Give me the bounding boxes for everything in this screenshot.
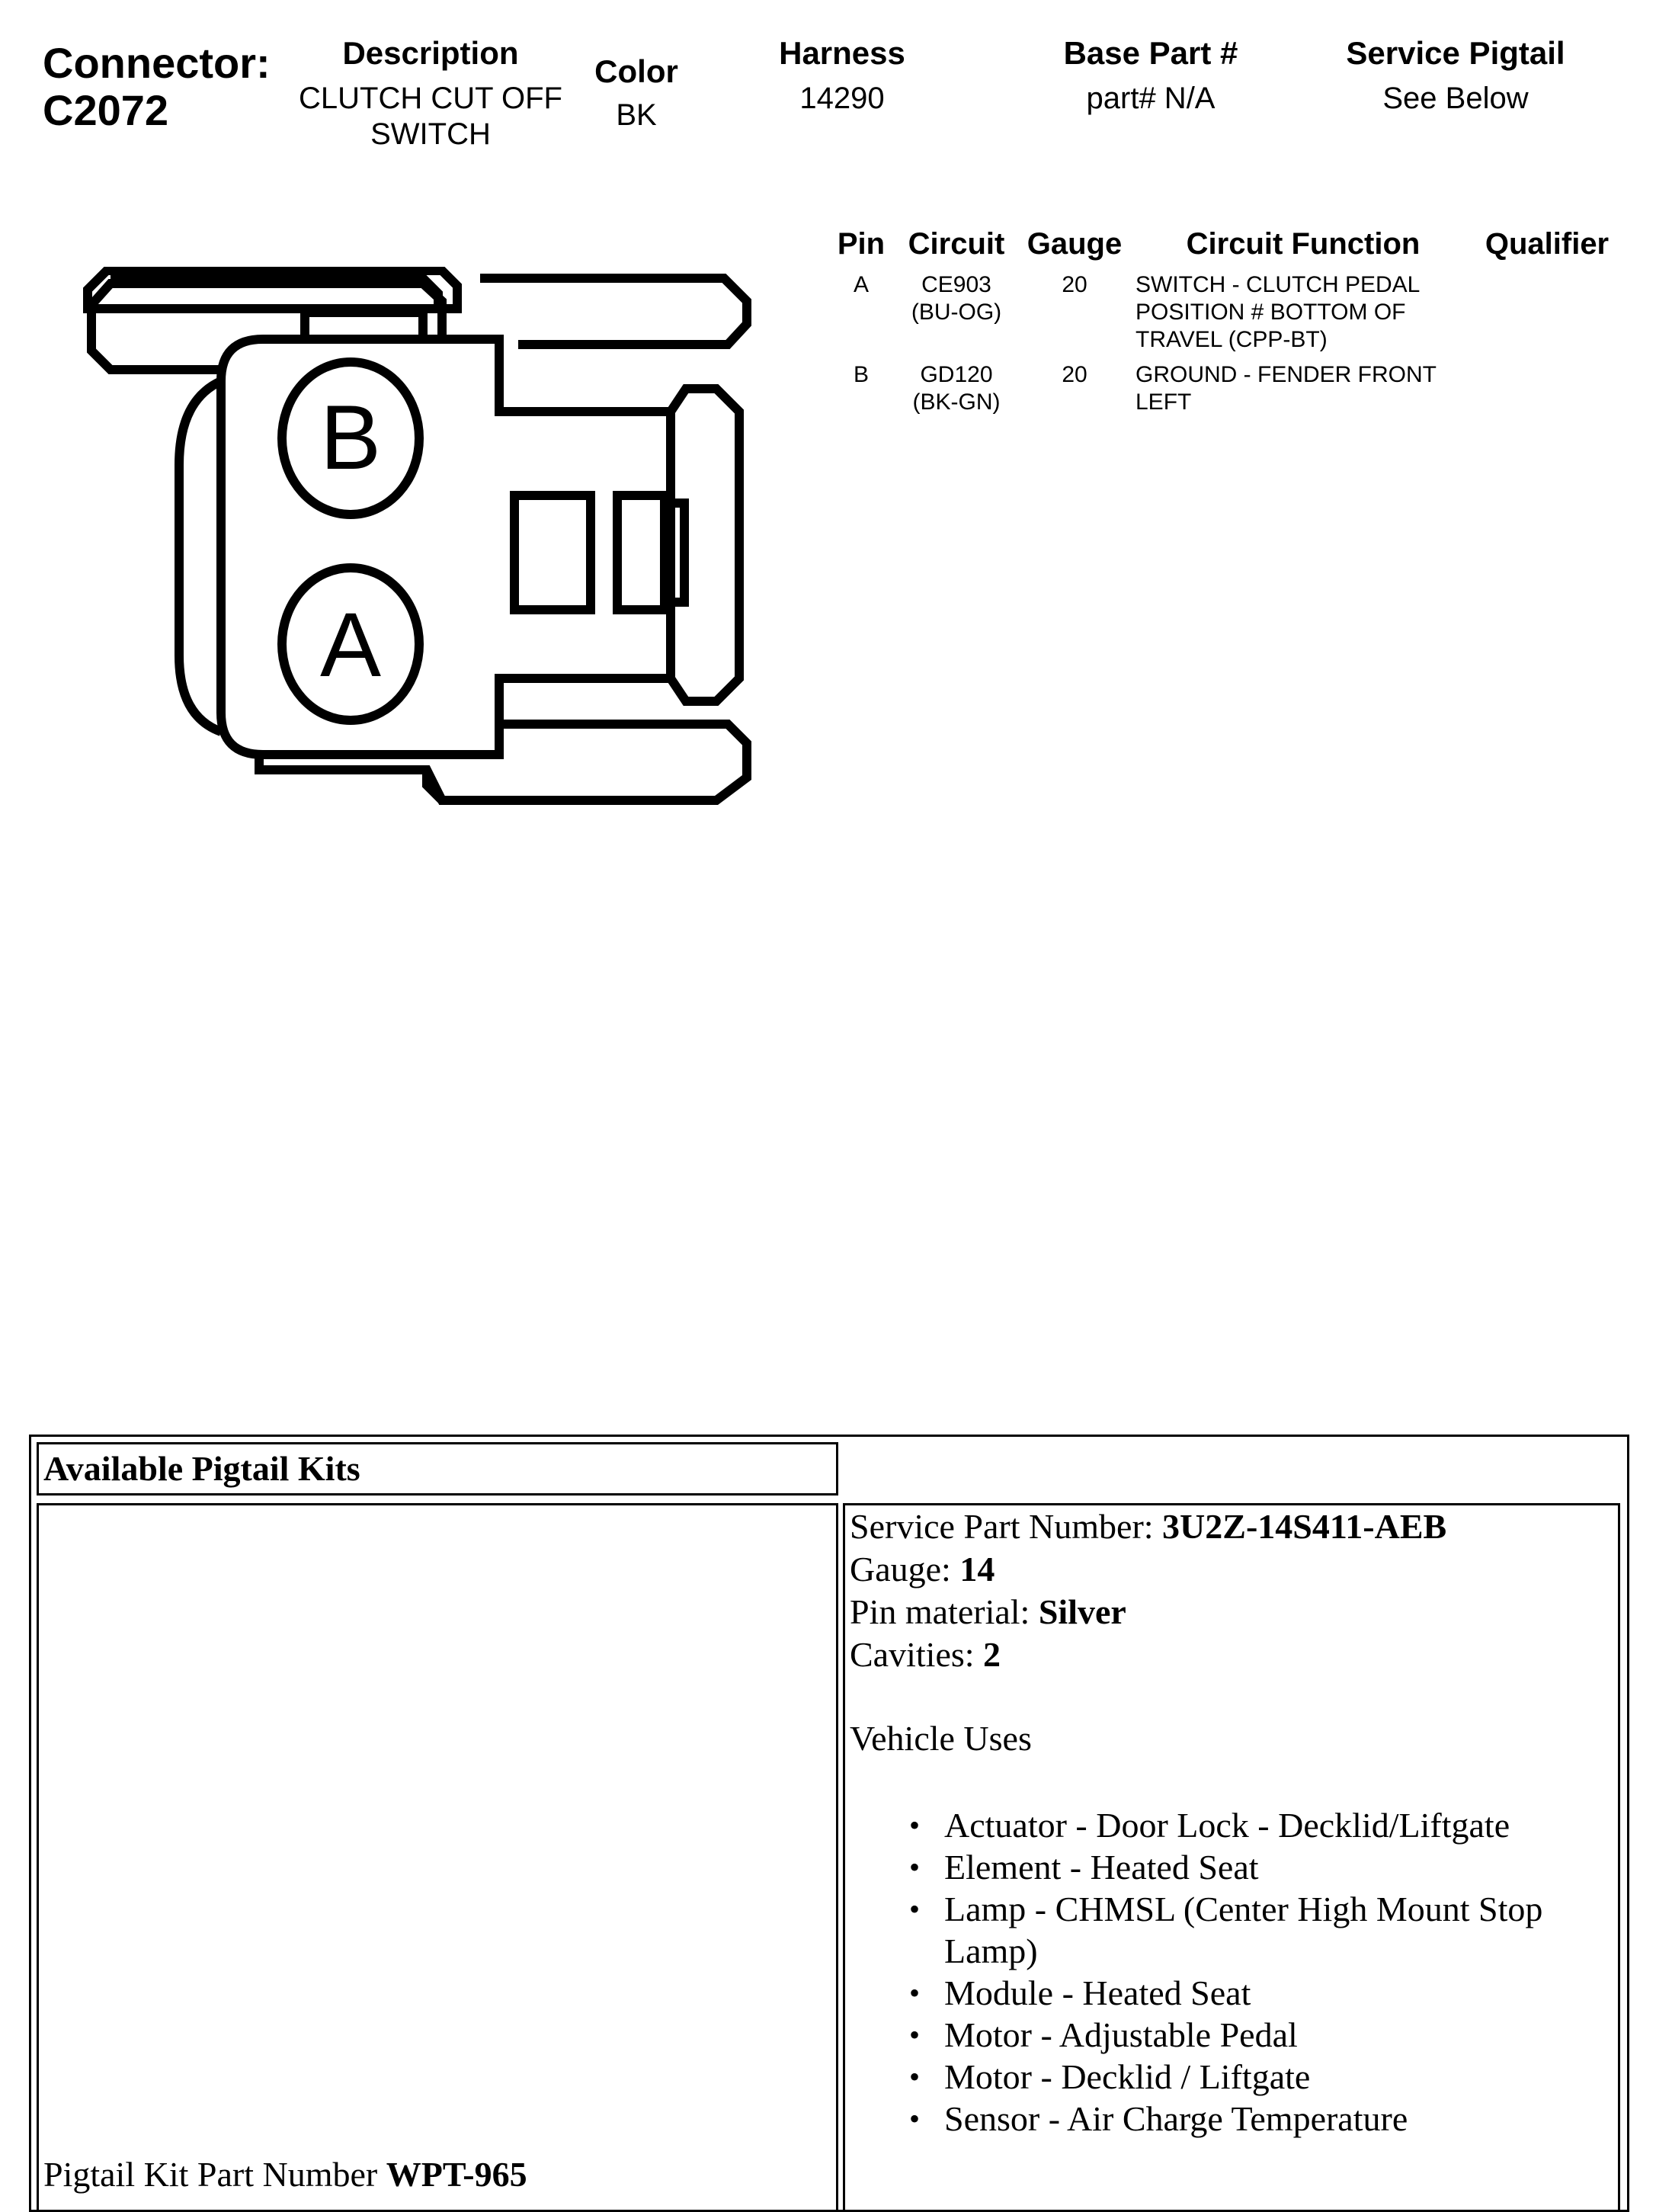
pigtail-title: Available Pigtail Kits bbox=[43, 1449, 360, 1488]
row-circuit-color: (BU-OG) bbox=[911, 300, 1002, 325]
description-value-1: CLUTCH CUT OFF bbox=[299, 82, 562, 115]
base-part-label: Base Part # bbox=[1063, 35, 1238, 71]
connector-title bbox=[43, 40, 271, 134]
header-harness bbox=[754, 35, 930, 117]
harness-value: 14290 bbox=[799, 82, 885, 115]
row-circuit bbox=[895, 361, 1017, 416]
list-item: • Lamp - CHMSL (Center High Mount Stop Lamp) bbox=[850, 1888, 1597, 1972]
pin-material-value: Silver bbox=[1038, 1592, 1126, 1631]
row-gauge: 20 bbox=[1062, 362, 1087, 387]
pin-a-label: A bbox=[319, 594, 382, 696]
pigtail-info-cell bbox=[843, 1503, 1620, 2212]
pin-material-label: Pin material: bbox=[850, 1592, 1039, 1631]
connector-id: C2072 bbox=[43, 86, 169, 134]
row-function-line: GROUND - FENDER FRONT bbox=[1135, 362, 1437, 387]
cavities-line bbox=[850, 1633, 1612, 1676]
base-part-value: part# N/A bbox=[1086, 82, 1216, 115]
service-part-value: 3U2Z-14S411-AEB bbox=[1162, 1507, 1447, 1546]
top-right-latch bbox=[480, 278, 747, 345]
row-circuit bbox=[895, 271, 1017, 326]
header-service-pigtail bbox=[1326, 35, 1585, 117]
pin-col-header: Pin bbox=[837, 227, 886, 261]
row-circuit-id: CE903 bbox=[921, 272, 991, 297]
connector-face-diagram bbox=[76, 267, 770, 838]
row-function-line: TRAVEL (CPP-BT) bbox=[1135, 327, 1328, 352]
cavities-value: 2 bbox=[983, 1635, 1001, 1674]
list-item: • Actuator - Door Lock - Decklid/Liftgate bbox=[850, 1804, 1597, 1846]
window-right bbox=[617, 495, 665, 610]
qualifier-col-header: Qualifier bbox=[1485, 227, 1610, 261]
service-part-line bbox=[850, 1505, 1612, 1548]
list-item: • Motor - Adjustable Pedal bbox=[850, 2014, 1597, 2056]
gauge-label: Gauge: bbox=[850, 1550, 960, 1588]
gauge-value: 14 bbox=[959, 1550, 995, 1588]
window-left bbox=[514, 495, 591, 610]
gauge-col-header: Gauge bbox=[1027, 227, 1123, 261]
row-function-line: POSITION # BOTTOM OF bbox=[1135, 300, 1406, 325]
header-color bbox=[572, 53, 701, 133]
row-circuit-color: (BK-GN) bbox=[912, 390, 1001, 415]
service-pigtail-value: See Below bbox=[1382, 82, 1529, 115]
description-value-2: SWITCH bbox=[370, 117, 491, 151]
function-col-header: Circuit Function bbox=[1186, 227, 1421, 261]
row-pin: B bbox=[853, 362, 869, 387]
pin-material-line bbox=[850, 1591, 1612, 1633]
table-row bbox=[827, 361, 1627, 422]
row-function-line: SWITCH - CLUTCH PEDAL bbox=[1135, 272, 1421, 297]
list-item: • Module - Heated Seat bbox=[850, 1972, 1597, 2014]
color-label: Color bbox=[594, 53, 678, 89]
pigtail-title-cell bbox=[37, 1442, 838, 1496]
header-base-part bbox=[1044, 35, 1257, 117]
left-bump bbox=[179, 381, 221, 732]
list-item: • Element - Heated Seat bbox=[850, 1846, 1597, 1888]
row-pin: A bbox=[853, 272, 869, 297]
pigtail-info bbox=[850, 1505, 1612, 2140]
description-label: Description bbox=[342, 35, 519, 71]
service-part-label: Service Part Number: bbox=[850, 1507, 1163, 1546]
vehicle-uses-label: Vehicle Uses bbox=[850, 1719, 1032, 1758]
list-item: • Sensor - Air Charge Temperature bbox=[850, 2098, 1597, 2140]
gauge-line bbox=[850, 1548, 1612, 1591]
row-function-line: LEFT bbox=[1135, 390, 1192, 415]
harness-label: Harness bbox=[779, 35, 905, 71]
row-function bbox=[1135, 271, 1478, 354]
pigtail-image-cell bbox=[37, 1503, 838, 2212]
kit-part-value: WPT-965 bbox=[386, 2155, 527, 2194]
row-function bbox=[1135, 361, 1478, 416]
kit-part-label: Pigtail Kit Part Number bbox=[43, 2155, 386, 2194]
pin-b-label: B bbox=[319, 386, 382, 489]
list-item: • Motor - Decklid / Liftgate bbox=[850, 2056, 1597, 2098]
row-gauge: 20 bbox=[1062, 272, 1087, 297]
service-pigtail-label: Service Pigtail bbox=[1346, 35, 1565, 71]
table-row bbox=[827, 271, 1627, 355]
cavities-label: Cavities: bbox=[850, 1635, 984, 1674]
vehicle-uses-list bbox=[850, 1804, 1597, 2140]
pigtail-kit-part bbox=[43, 2153, 527, 2196]
header-description bbox=[282, 35, 579, 152]
color-value: BK bbox=[616, 98, 657, 132]
circuit-col-header: Circuit bbox=[908, 227, 1005, 261]
row-circuit-id: GD120 bbox=[920, 362, 993, 387]
connector-label: Connector: bbox=[43, 39, 271, 87]
